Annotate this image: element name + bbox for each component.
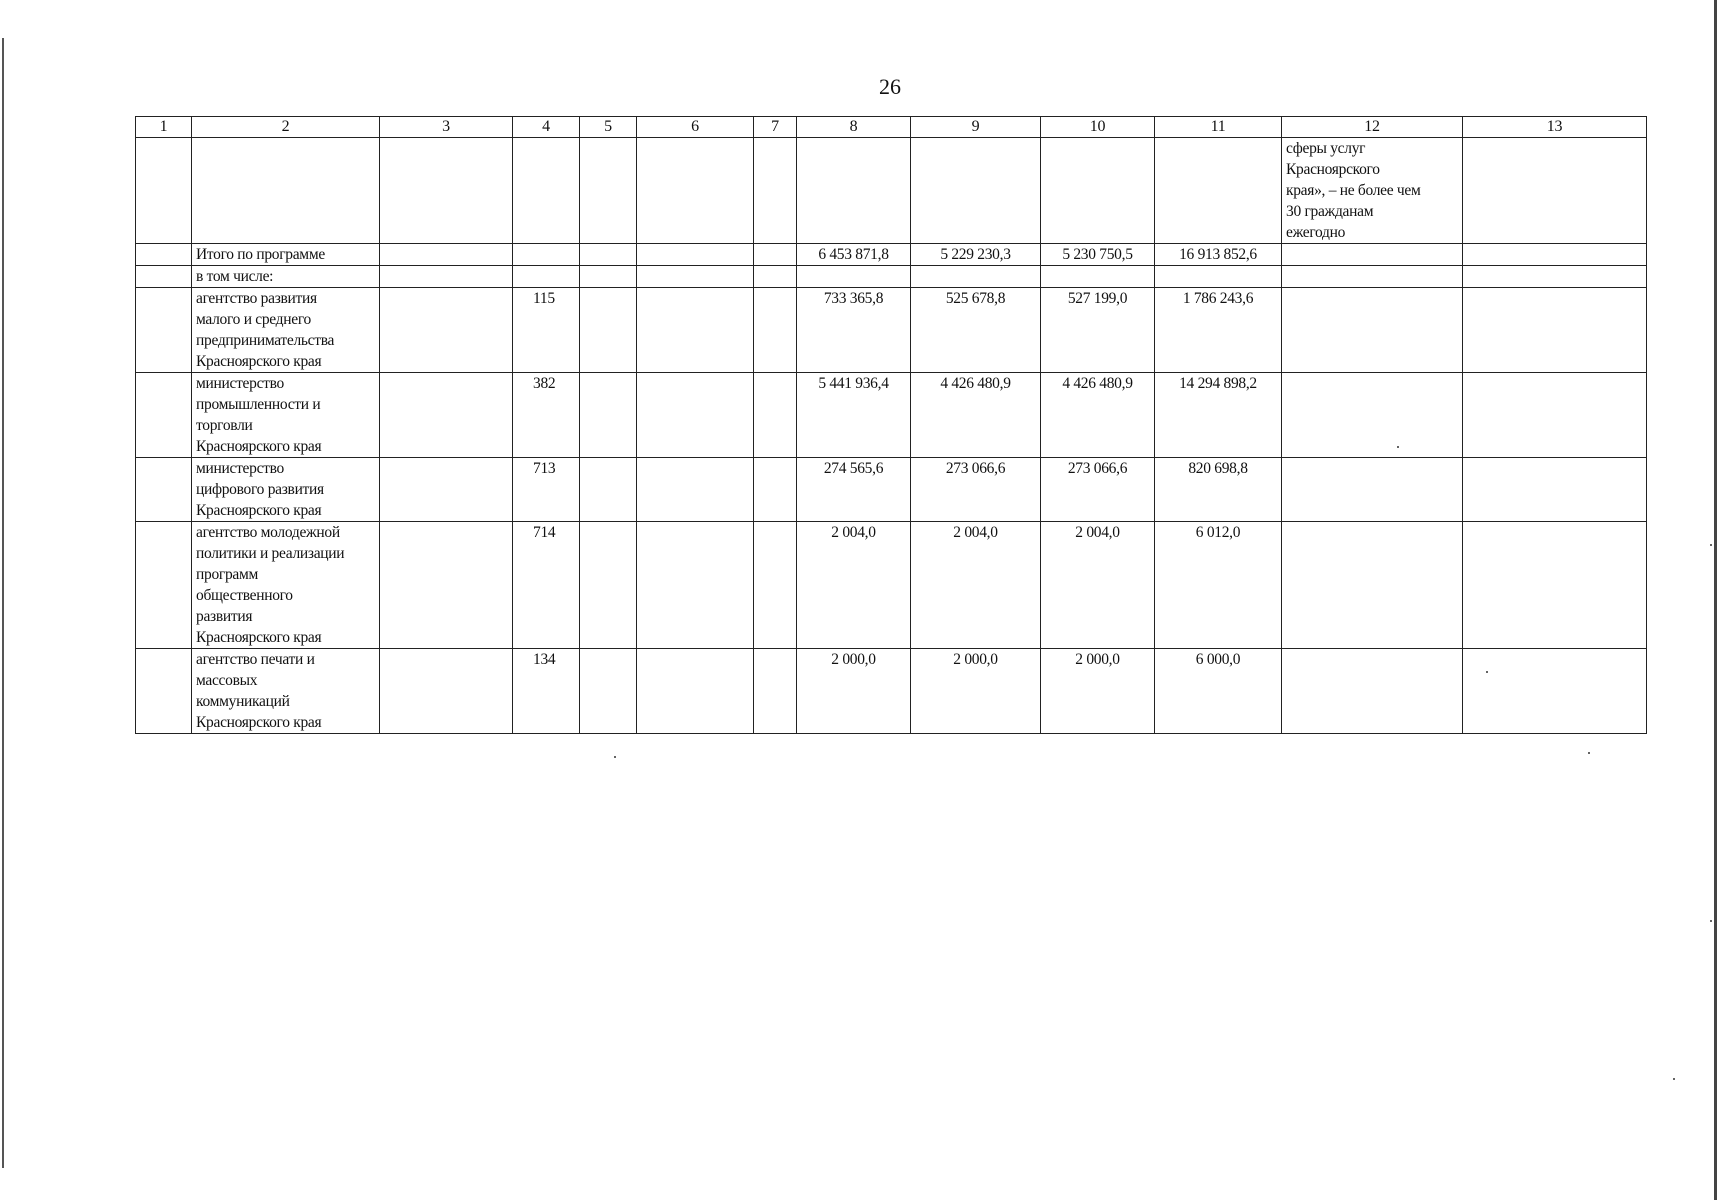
agency-code: 115 bbox=[513, 288, 580, 373]
column-number: 10 bbox=[1041, 117, 1155, 138]
agency-code: 714 bbox=[513, 522, 580, 649]
agency-col9: 525 678,8 bbox=[911, 288, 1041, 373]
column-number: 1 bbox=[136, 117, 192, 138]
agency-col8: 2 000,0 bbox=[797, 649, 911, 734]
scan-left-edge bbox=[2, 38, 4, 1168]
column-number: 4 bbox=[513, 117, 580, 138]
table-row bbox=[136, 649, 1647, 734]
agency-col8: 2 004,0 bbox=[797, 522, 911, 649]
including-label: в том числе: bbox=[192, 266, 380, 288]
total-col11: 16 913 852,6 bbox=[1155, 244, 1282, 266]
table-row bbox=[136, 373, 1647, 458]
agency-col8: 733 365,8 bbox=[797, 288, 911, 373]
scan-speck bbox=[1588, 752, 1590, 754]
agency-col11: 1 786 243,6 bbox=[1155, 288, 1282, 373]
including-row bbox=[136, 266, 1647, 288]
agency-col10: 273 066,6 bbox=[1041, 458, 1155, 522]
agency-col8: 5 441 936,4 bbox=[797, 373, 911, 458]
column-number: 6 bbox=[637, 117, 754, 138]
agency-name: агентство развития малого и среднего предпринимательства Красноярского края bbox=[192, 288, 380, 373]
agency-name: министерство цифрового развития Красноярского края bbox=[192, 458, 380, 522]
continued-row bbox=[136, 138, 1647, 244]
total-col8: 6 453 871,8 bbox=[797, 244, 911, 266]
agency-col11: 820 698,8 bbox=[1155, 458, 1282, 522]
agency-col11: 14 294 898,2 bbox=[1155, 373, 1282, 458]
agency-name: агентство печати и массовых коммуникаций Красноярского края bbox=[192, 649, 380, 734]
agency-col9: 2 000,0 bbox=[911, 649, 1041, 734]
scan-speck bbox=[1397, 446, 1399, 448]
column-number: 11 bbox=[1155, 117, 1282, 138]
agency-code: 382 bbox=[513, 373, 580, 458]
column-number-row bbox=[136, 117, 1647, 138]
scan-speck bbox=[614, 756, 616, 758]
table-row bbox=[136, 288, 1647, 373]
table-row bbox=[136, 522, 1647, 649]
agency-code: 134 bbox=[513, 649, 580, 734]
column-number: 8 bbox=[797, 117, 911, 138]
agency-col10: 527 199,0 bbox=[1041, 288, 1155, 373]
agency-col11: 6 012,0 bbox=[1155, 522, 1282, 649]
agency-col8: 274 565,6 bbox=[797, 458, 911, 522]
column-number: 13 bbox=[1463, 117, 1647, 138]
scan-speck bbox=[1673, 1078, 1675, 1080]
column-number: 5 bbox=[580, 117, 637, 138]
agency-code: 713 bbox=[513, 458, 580, 522]
agency-col10: 4 426 480,9 bbox=[1041, 373, 1155, 458]
total-label: Итого по программе bbox=[192, 244, 380, 266]
column-number: 2 bbox=[192, 117, 380, 138]
budget-table bbox=[135, 116, 1647, 734]
scan-right-edge bbox=[1714, 0, 1717, 1200]
page-number: 26 bbox=[879, 74, 901, 99]
agency-name: агентство молодежной политики и реализации программ общественного развития Красноярского края bbox=[192, 522, 380, 649]
scan-speck bbox=[1710, 920, 1712, 922]
agency-col9: 4 426 480,9 bbox=[911, 373, 1041, 458]
column-number: 12 bbox=[1282, 117, 1463, 138]
column-number: 9 bbox=[911, 117, 1041, 138]
agency-col11: 6 000,0 bbox=[1155, 649, 1282, 734]
scan-speck bbox=[1710, 544, 1712, 546]
indicator-text: сферы услуг Красноярского края», – не более чем 30 гражданам ежегодно bbox=[1282, 138, 1463, 244]
agency-col10: 2 004,0 bbox=[1041, 522, 1155, 649]
total-col10: 5 230 750,5 bbox=[1041, 244, 1155, 266]
agency-col10: 2 000,0 bbox=[1041, 649, 1155, 734]
total-col9: 5 229 230,3 bbox=[911, 244, 1041, 266]
column-number: 3 bbox=[380, 117, 513, 138]
agency-col9: 273 066,6 bbox=[911, 458, 1041, 522]
table-row bbox=[136, 458, 1647, 522]
total-row bbox=[136, 244, 1647, 266]
column-number: 7 bbox=[754, 117, 797, 138]
scan-speck bbox=[1486, 671, 1488, 673]
agency-col9: 2 004,0 bbox=[911, 522, 1041, 649]
agency-name: министерство промышленности и торговли Красноярского края bbox=[192, 373, 380, 458]
